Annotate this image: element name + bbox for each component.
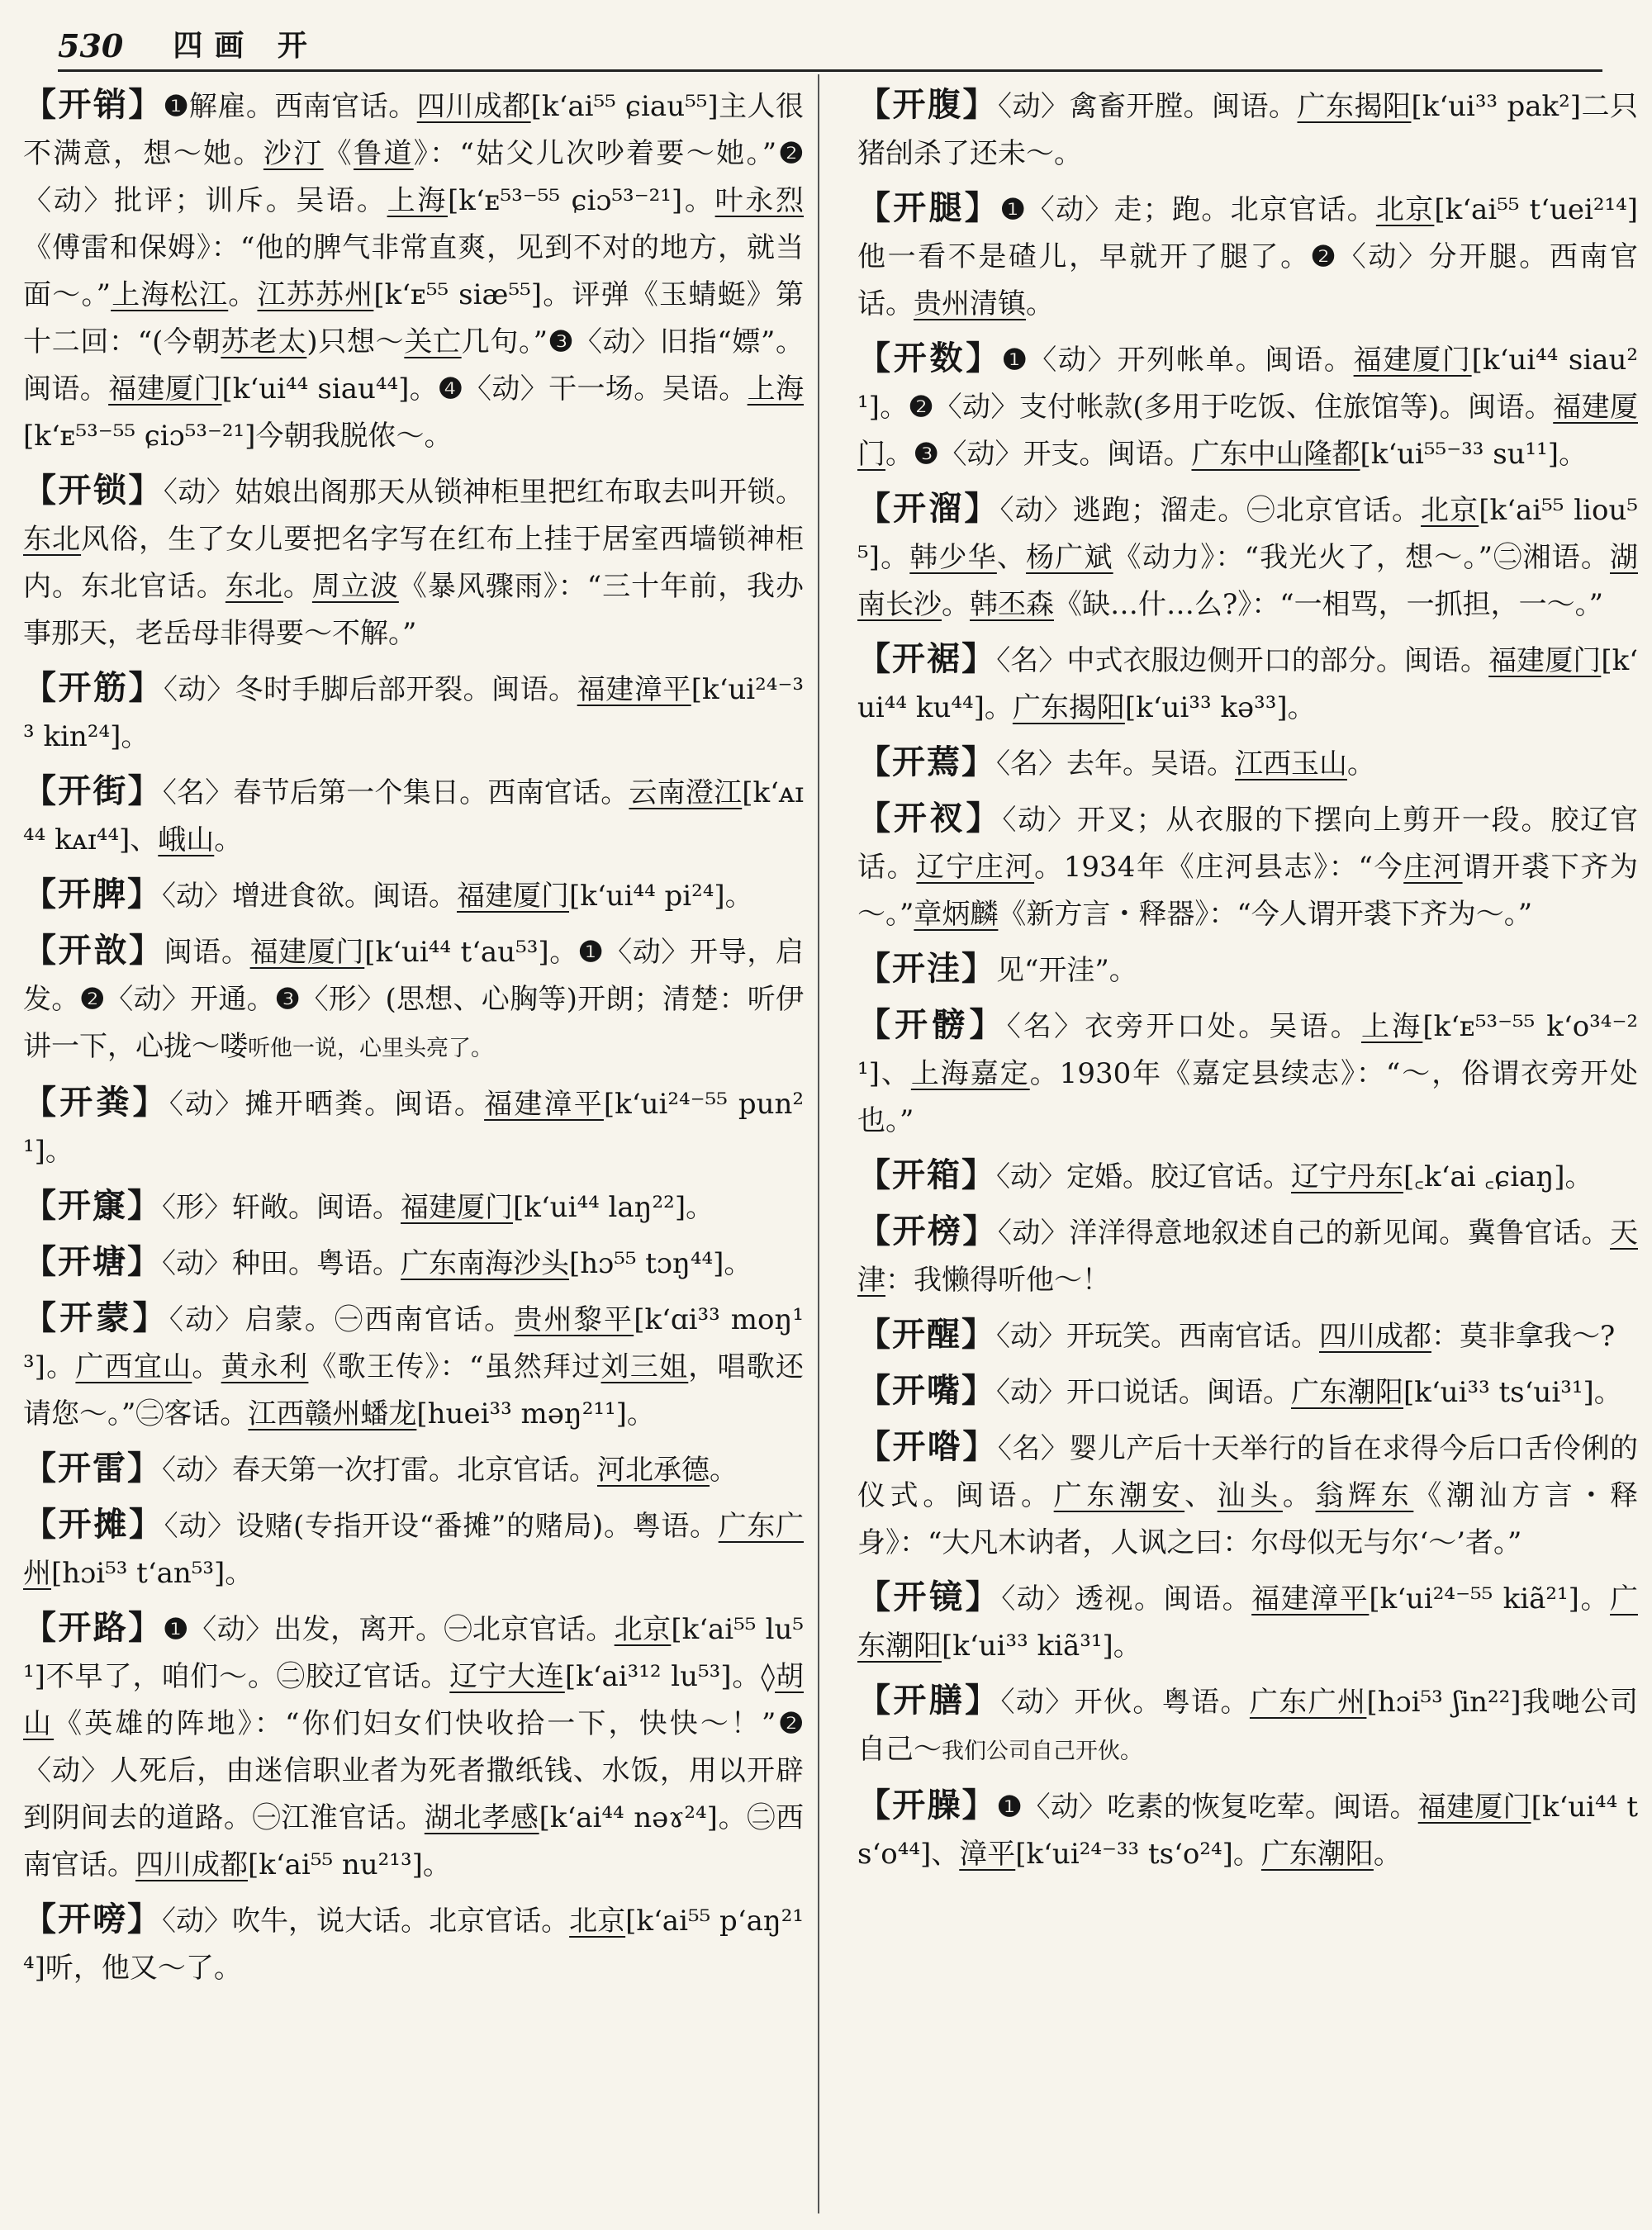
dictionary-entry bbox=[857, 1782, 1638, 1878]
dictionary-entry bbox=[857, 1001, 1638, 1145]
dictionary-entry bbox=[23, 1896, 804, 1992]
dictionary-entry bbox=[23, 664, 804, 761]
entry-definition: ❶〈动〉走；跑。北京官话。北京[kʻai⁵⁵ tʻuei²¹⁴]他一看不是碴儿，早就开了腿了。❷〈动〉分开腿。西南官话。贵州清镇。 bbox=[857, 193, 1638, 320]
entry-headword: 【开粪】 bbox=[23, 1083, 169, 1122]
dictionary-entry bbox=[23, 1501, 804, 1597]
entry-headword: 【开裾】 bbox=[857, 639, 997, 678]
entry-definition: 〈名〉中式衣服边侧开口的部分。闽语。福建厦门[kʻui⁴⁴ ku⁴⁴]。广东揭阳[kʻui³³ kə³³]。 bbox=[857, 644, 1638, 724]
dictionary-entry bbox=[857, 635, 1638, 732]
entry-headword: 【开蒙】 bbox=[23, 1298, 169, 1337]
entry-definition: ❶解雇。西南官话。四川成都[kʻai⁵⁵ ɕiau⁵⁵]主人很不满意，想～她。沙汀《鲁道》：“姑父儿次吵着要～她。”❷〈动〉批评；训斥。吴语。上海[kʻᴇ⁵³⁻⁵⁵ ɕiɔ⁵³⁻²¹]。叶永烈《傅雷和保姆》：“他的脾气非常直爽，见到不对的地方，就当面～。”上海松江。江苏苏州[kʻᴇ⁵⁵ siæ⁵⁵]。评弹《玉蜻蜓》第十二回：“(今朝苏老太)只想～关亡几句。”❸〈动〉旧指“嫖”。闽语。福建厦门[kʻui⁴⁴ siau⁴⁴]。❹〈动〉干一场。吴语。上海[kʻᴇ⁵³⁻⁵⁵ ɕiɔ⁵³⁻²¹]今朝我脱侬～。 bbox=[23, 90, 804, 453]
right-column bbox=[857, 81, 1638, 2212]
dictionary-entry bbox=[857, 795, 1638, 938]
entry-definition: 〈动〉开叉；从衣服的下摆向上剪开一段。胶辽官话。辽宁庄河。1934年《庄河县志》：“今庄河谓开裘下齐为～。”章炳麟《新方言・释器》：“今人谓开裘下齐为～。” bbox=[857, 804, 1638, 931]
dictionary-entry bbox=[857, 1311, 1638, 1360]
dictionary-entry bbox=[857, 945, 1638, 994]
entry-definition: 〈动〉设赌(专指开设“番摊”的赌局)。粤语。广东广州[hɔi⁵³ tʻan⁵³]。 bbox=[23, 1510, 804, 1590]
entry-headword: 【开街】 bbox=[23, 771, 163, 810]
entry-definition: 〈动〉开伙。粤语。广东广州[hɔi⁵³ ʃin²²]我哋公司自己～我们公司自己开伙。 bbox=[857, 1686, 1638, 1766]
entry-definition: 〈形〉轩敞。闽语。福建厦门[kʻui⁴⁴ laŋ²²]。 bbox=[162, 1191, 714, 1224]
dictionary-entry bbox=[857, 334, 1638, 478]
dictionary-entry bbox=[857, 1151, 1638, 1201]
entry-headword: 【开䆲】 bbox=[23, 1186, 162, 1225]
entry-headword: 【开脾】 bbox=[23, 875, 162, 913]
dictionary-entry bbox=[23, 467, 804, 657]
entry-definition: 〈动〉摊开晒粪。闽语。福建漳平[kʻui²⁴⁻⁵⁵ pun²¹]。 bbox=[23, 1088, 804, 1168]
entry-definition: 〈名〉衣旁开口处。吴语。上海[kʻᴇ⁵³⁻⁵⁵ kʻo³⁴⁻²¹]、上海嘉定。1930年《嘉定县续志》：“～，俗谓衣旁开处也。” bbox=[857, 1010, 1638, 1137]
dictionary-entry bbox=[23, 767, 804, 864]
dictionary-entry bbox=[23, 927, 804, 1072]
entry-definition: 〈动〉冬时手脚后部开裂。闽语。福建漳平[kʻui²⁴⁻³³ kin²⁴]。 bbox=[23, 673, 804, 753]
entry-definition: 〈动〉逃跑；溜走。㊀北京官话。北京[kʻai⁵⁵ liou⁵⁵]。韩少华、杨广斌《动力》：“我光火了，想～。”㊁湘语。湖南长沙。韩丕森《缺…什…么?》：“一相骂，一抓担，一～。” bbox=[857, 494, 1638, 621]
entry-headword: 【开醒】 bbox=[857, 1315, 996, 1354]
entry-definition: 〈动〉春天第一次打雷。北京官话。河北承德。 bbox=[162, 1454, 738, 1487]
entry-headword: 【开衩】 bbox=[857, 799, 1003, 837]
entry-headword: 【开臊】 bbox=[857, 1786, 997, 1824]
dictionary-entry bbox=[857, 1423, 1638, 1567]
entry-definition: 〈动〉透视。闽语。福建漳平[kʻui²⁴⁻⁵⁵ kiã²¹]。广东潮阳[kʻui³³ kiã³¹]。 bbox=[857, 1582, 1638, 1663]
entry-definition: 〈动〉姑娘出阁那天从锁神柜里把红布取去叫开锁。东北风俗，生了女儿要把名字写在红布上挂于居室西墙锁神柜内。东北官话。东北。周立波《暴风骤雨》：“三十年前，我办事那天，老岳母非得要～不解。” bbox=[23, 476, 804, 650]
entry-headword: 【开锁】 bbox=[23, 471, 164, 510]
column-divider bbox=[818, 74, 819, 2213]
entry-headword: 【开路】 bbox=[23, 1608, 164, 1647]
dictionary-entry bbox=[23, 81, 804, 460]
dictionary-entry bbox=[23, 1294, 804, 1438]
dictionary-entry bbox=[23, 1604, 804, 1889]
entry-headword: 【开髈】 bbox=[857, 1005, 1007, 1044]
entry-headword: 【开摊】 bbox=[23, 1505, 164, 1544]
entry-definition: 见“开洼”。 bbox=[996, 954, 1137, 987]
dictionary-entry bbox=[857, 81, 1638, 178]
entry-headword: 【开箱】 bbox=[857, 1155, 996, 1194]
entry-headword: 【开敨】 bbox=[23, 931, 164, 970]
entry-headword: 【开塘】 bbox=[23, 1242, 162, 1281]
dictionary-entry bbox=[23, 1238, 804, 1288]
entry-definition: 〈名〉去年。吴语。江西玉山。 bbox=[996, 747, 1375, 780]
entry-definition: 〈动〉定婚。胶辽官话。辽宁丹东[꜀kʻai ꜀ɕiaŋ]。 bbox=[996, 1160, 1593, 1193]
dictionary-entry bbox=[23, 1079, 804, 1175]
entry-definition: 〈名〉春节后第一个集日。西南官话。云南澄江[kʻᴀɪ⁴⁴ kᴀɪ⁴⁴]、峨山。 bbox=[23, 776, 804, 856]
left-column bbox=[23, 81, 804, 2212]
page-number: 530 bbox=[58, 27, 124, 64]
dictionary-entry bbox=[857, 184, 1638, 328]
dictionary-entry bbox=[857, 485, 1638, 629]
entry-headword: 【开筋】 bbox=[23, 668, 164, 707]
entry-headword: 【开溜】 bbox=[857, 489, 1000, 528]
dictionary-entry bbox=[23, 1182, 804, 1231]
entry-definition: 〈动〉启蒙。㊀西南官话。贵州黎平[kʻɑi³³ moŋ¹³]。广西宜山。黄永利《歌王传》：“虽然拜过刘三姐，唱歌还请您～。”㊁客话。江西赣州蟠龙[huei³³ məŋ²¹¹]。 bbox=[23, 1303, 804, 1431]
entry-definition: 〈名〉婴儿产后十天举行的旨在求得今后口舌伶俐的仪式。闽语。广东潮安、汕头。翁辉东《潮汕方言・释身》：“大凡木讷者，人讽之曰：尔母似无与尔‘～’者。” bbox=[857, 1432, 1638, 1559]
entry-headword: 【开喒】 bbox=[857, 1427, 998, 1466]
entry-definition: ❶〈动〉出发，离开。㊀北京官话。北京[kʻai⁵⁵ lu⁵¹]不早了，咱们～。㊁胶辽官话。辽宁大连[kʻai³¹² lu⁵³]。◊胡山《英雄的阵地》：“你们妇女们快收拾一下，快快～！”❷〈动〉人死后，由迷信职业者为死者撒纸钱、水饭，用以开辟到阴间去的道路。㊀江淮官话。湖北孝感[kʻai⁴⁴ nəɤ²⁴]。㊁西南官话。四川成都[kʻai⁵⁵ nu²¹³]。 bbox=[23, 1613, 804, 1881]
entry-headword: 【开腹】 bbox=[857, 85, 998, 124]
entry-headword: 【开数】 bbox=[857, 339, 1003, 377]
entry-headword: 【开嗙】 bbox=[23, 1900, 163, 1938]
entry-definition: 〈动〉增进食欲。闽语。福建厦门[kʻui⁴⁴ pi²⁴]。 bbox=[162, 880, 753, 913]
page-header bbox=[58, 23, 1602, 72]
entry-headword: 【开雷】 bbox=[23, 1449, 162, 1487]
entry-definition: ❶〈动〉开列帐单。闽语。福建厦门[kʻui⁴⁴ siau²¹]。❷〈动〉支付帐款(多用于吃饭、住旅馆等)。闽语。福建厦门。❸〈动〉开支。闽语。广东中山隆都[kʻui⁵⁵⁻³³ su¹¹]。 bbox=[857, 344, 1638, 471]
dictionary-entry bbox=[857, 1677, 1638, 1775]
section-title: 四画 开 bbox=[173, 28, 319, 63]
entry-definition: 〈动〉洋洋得意地叙述自己的新见闻。冀鲁官话。天津：我懒得听他～！ bbox=[857, 1217, 1638, 1297]
dictionary-entry bbox=[857, 1573, 1638, 1670]
entry-definition: 〈动〉吹牛，说大话。北京官话。北京[kʻai⁵⁵ pʻaŋ²¹⁴]听，他又～了。 bbox=[23, 1905, 804, 1985]
dictionary-entry bbox=[23, 1445, 804, 1494]
dictionary-entry bbox=[857, 738, 1638, 788]
dictionary-entry bbox=[857, 1367, 1638, 1416]
entry-headword: 【开销】 bbox=[23, 85, 164, 124]
entry-definition: ❶〈动〉吃素的恢复吃荤。闽语。福建厦门[kʻui⁴⁴ tsʻo⁴⁴]、漳平[kʻui²⁴⁻³³ tsʻo²⁴]。广东潮阳。 bbox=[857, 1791, 1638, 1871]
entry-headword: 【开腿】 bbox=[857, 188, 1001, 227]
entry-definition: 〈动〉禽畜开膛。闽语。广东揭阳[kʻui³³ pak²]二只猪刣杀了还未～。 bbox=[857, 90, 1638, 170]
entry-definition: 〈动〉种田。粤语。广东南海沙头[hɔ⁵⁵ tɔŋ⁴⁴]。 bbox=[162, 1247, 752, 1280]
entry-headword: 【开蔫】 bbox=[857, 743, 996, 781]
entry-definition: 〈动〉开玩笑。西南官话。四川成都：莫非拿我～? bbox=[996, 1320, 1616, 1353]
dictionary-entry bbox=[857, 1208, 1638, 1304]
entry-definition: 〈动〉开口说话。闽语。广东潮阳[kʻui³³ tsʻui³¹]。 bbox=[996, 1376, 1622, 1409]
entry-headword: 【开洼】 bbox=[857, 949, 996, 988]
dictionary-entry bbox=[23, 871, 804, 920]
entry-headword: 【开榜】 bbox=[857, 1212, 998, 1250]
entry-headword: 【开镜】 bbox=[857, 1578, 1002, 1616]
entry-definition: 闽语。福建厦门[kʻui⁴⁴ tʻau⁵³]。❶〈动〉开导，启发。❷〈动〉开通。❸〈形〉(思想、心胸等)开朗；清楚：听伊讲一下，心拢～喽听他一说，心里头亮了。 bbox=[23, 936, 804, 1063]
entry-headword: 【开膳】 bbox=[857, 1681, 1001, 1720]
entry-headword: 【开嘴】 bbox=[857, 1371, 996, 1410]
